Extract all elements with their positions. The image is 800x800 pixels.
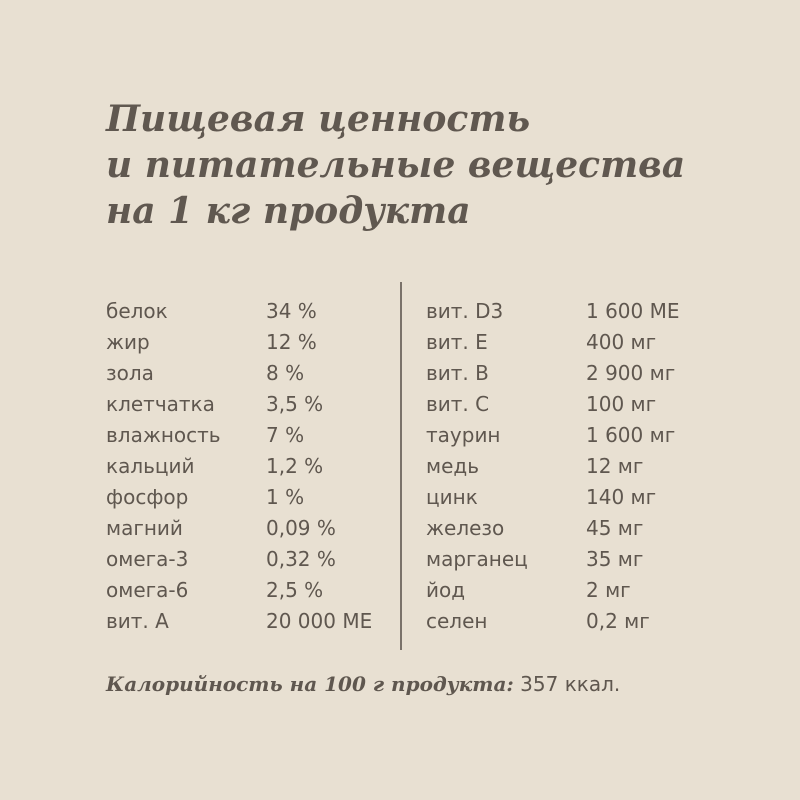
nutrient-row [426, 544, 726, 575]
nutrient-name: селен [426, 609, 488, 633]
nutrient-value: 8 % [266, 361, 305, 385]
calories-value: 357 ккал. [520, 672, 621, 696]
title-line: и питательные вещества [106, 144, 686, 186]
nutrient-row [426, 327, 726, 358]
nutrient-name: марганец [426, 547, 528, 571]
nutrient-value: 0,32 % [266, 547, 336, 571]
nutrient-value: 1 % [266, 485, 305, 509]
nutrient-name: вит. А [106, 609, 169, 633]
nutrient-row [106, 296, 406, 327]
nutrient-row [426, 358, 726, 389]
nutrient-row [426, 513, 726, 544]
nutrient-name: вит. С [426, 392, 490, 416]
nutrient-row [106, 420, 406, 451]
nutrient-value: 2 900 мг [586, 361, 676, 385]
nutrient-row [106, 327, 406, 358]
calories-label: Калорийность на 100 г продукта: [106, 672, 514, 696]
title-line: на 1 кг продукта [106, 190, 471, 232]
calories-line [106, 672, 620, 696]
nutrient-value: 140 мг [586, 485, 657, 509]
nutrient-value: 0,09 % [266, 516, 336, 540]
nutrient-row [426, 296, 726, 327]
column-divider [400, 282, 402, 650]
nutrient-value: 1 600 мг [586, 423, 676, 447]
nutrient-row [106, 389, 406, 420]
nutrient-value: 2,5 % [266, 578, 324, 602]
nutrient-name: клетчатка [106, 392, 215, 416]
nutrient-value: 2 мг [586, 578, 631, 602]
nutrient-row [106, 513, 406, 544]
nutrient-row [106, 482, 406, 513]
nutrient-value: 100 мг [586, 392, 657, 416]
nutrient-row [426, 389, 726, 420]
nutrients-left-column [106, 296, 406, 637]
nutrient-value: 12 мг [586, 454, 644, 478]
nutrient-name: вит. В [426, 361, 489, 385]
nutrient-value: 34 % [266, 299, 317, 323]
nutrient-value: 20 000 МЕ [266, 609, 373, 633]
nutrient-name: цинк [426, 485, 478, 509]
nutrient-row [106, 451, 406, 482]
nutrient-name: белок [106, 299, 168, 323]
title-line: Пищевая ценность [106, 98, 531, 140]
nutrient-value: 12 % [266, 330, 317, 354]
nutrient-row [426, 451, 726, 482]
nutrient-name: таурин [426, 423, 501, 447]
nutrient-row [106, 575, 406, 606]
nutrient-name: вит. D3 [426, 299, 504, 323]
nutrient-name: омега-6 [106, 578, 189, 602]
nutrient-row [106, 358, 406, 389]
nutrient-name: кальций [106, 454, 195, 478]
nutrient-name: влажность [106, 423, 221, 447]
nutrient-name: магний [106, 516, 183, 540]
nutrient-name: йод [426, 578, 466, 602]
nutrient-value: 1 600 МЕ [586, 299, 680, 323]
nutrient-value: 3,5 % [266, 392, 324, 416]
nutrient-name: медь [426, 454, 480, 478]
nutrient-name: вит. Е [426, 330, 488, 354]
nutrient-name: фосфор [106, 485, 189, 509]
nutrients-right-column [426, 296, 726, 637]
nutrient-value: 45 мг [586, 516, 644, 540]
nutrient-name: жир [106, 330, 150, 354]
page-title [106, 96, 685, 234]
nutrient-name: зола [106, 361, 154, 385]
nutrient-row [426, 606, 726, 637]
nutrient-row [426, 420, 726, 451]
nutrient-name: омега-3 [106, 547, 189, 571]
nutrient-name: железо [426, 516, 505, 540]
nutrient-value: 35 мг [586, 547, 644, 571]
nutrient-value: 0,2 мг [586, 609, 650, 633]
nutrient-value: 7 % [266, 423, 305, 447]
nutrient-value: 1,2 % [266, 454, 324, 478]
nutrient-row [106, 606, 406, 637]
nutrient-row [426, 575, 726, 606]
nutrient-row [426, 482, 726, 513]
nutrient-row [106, 544, 406, 575]
nutrient-value: 400 мг [586, 330, 657, 354]
